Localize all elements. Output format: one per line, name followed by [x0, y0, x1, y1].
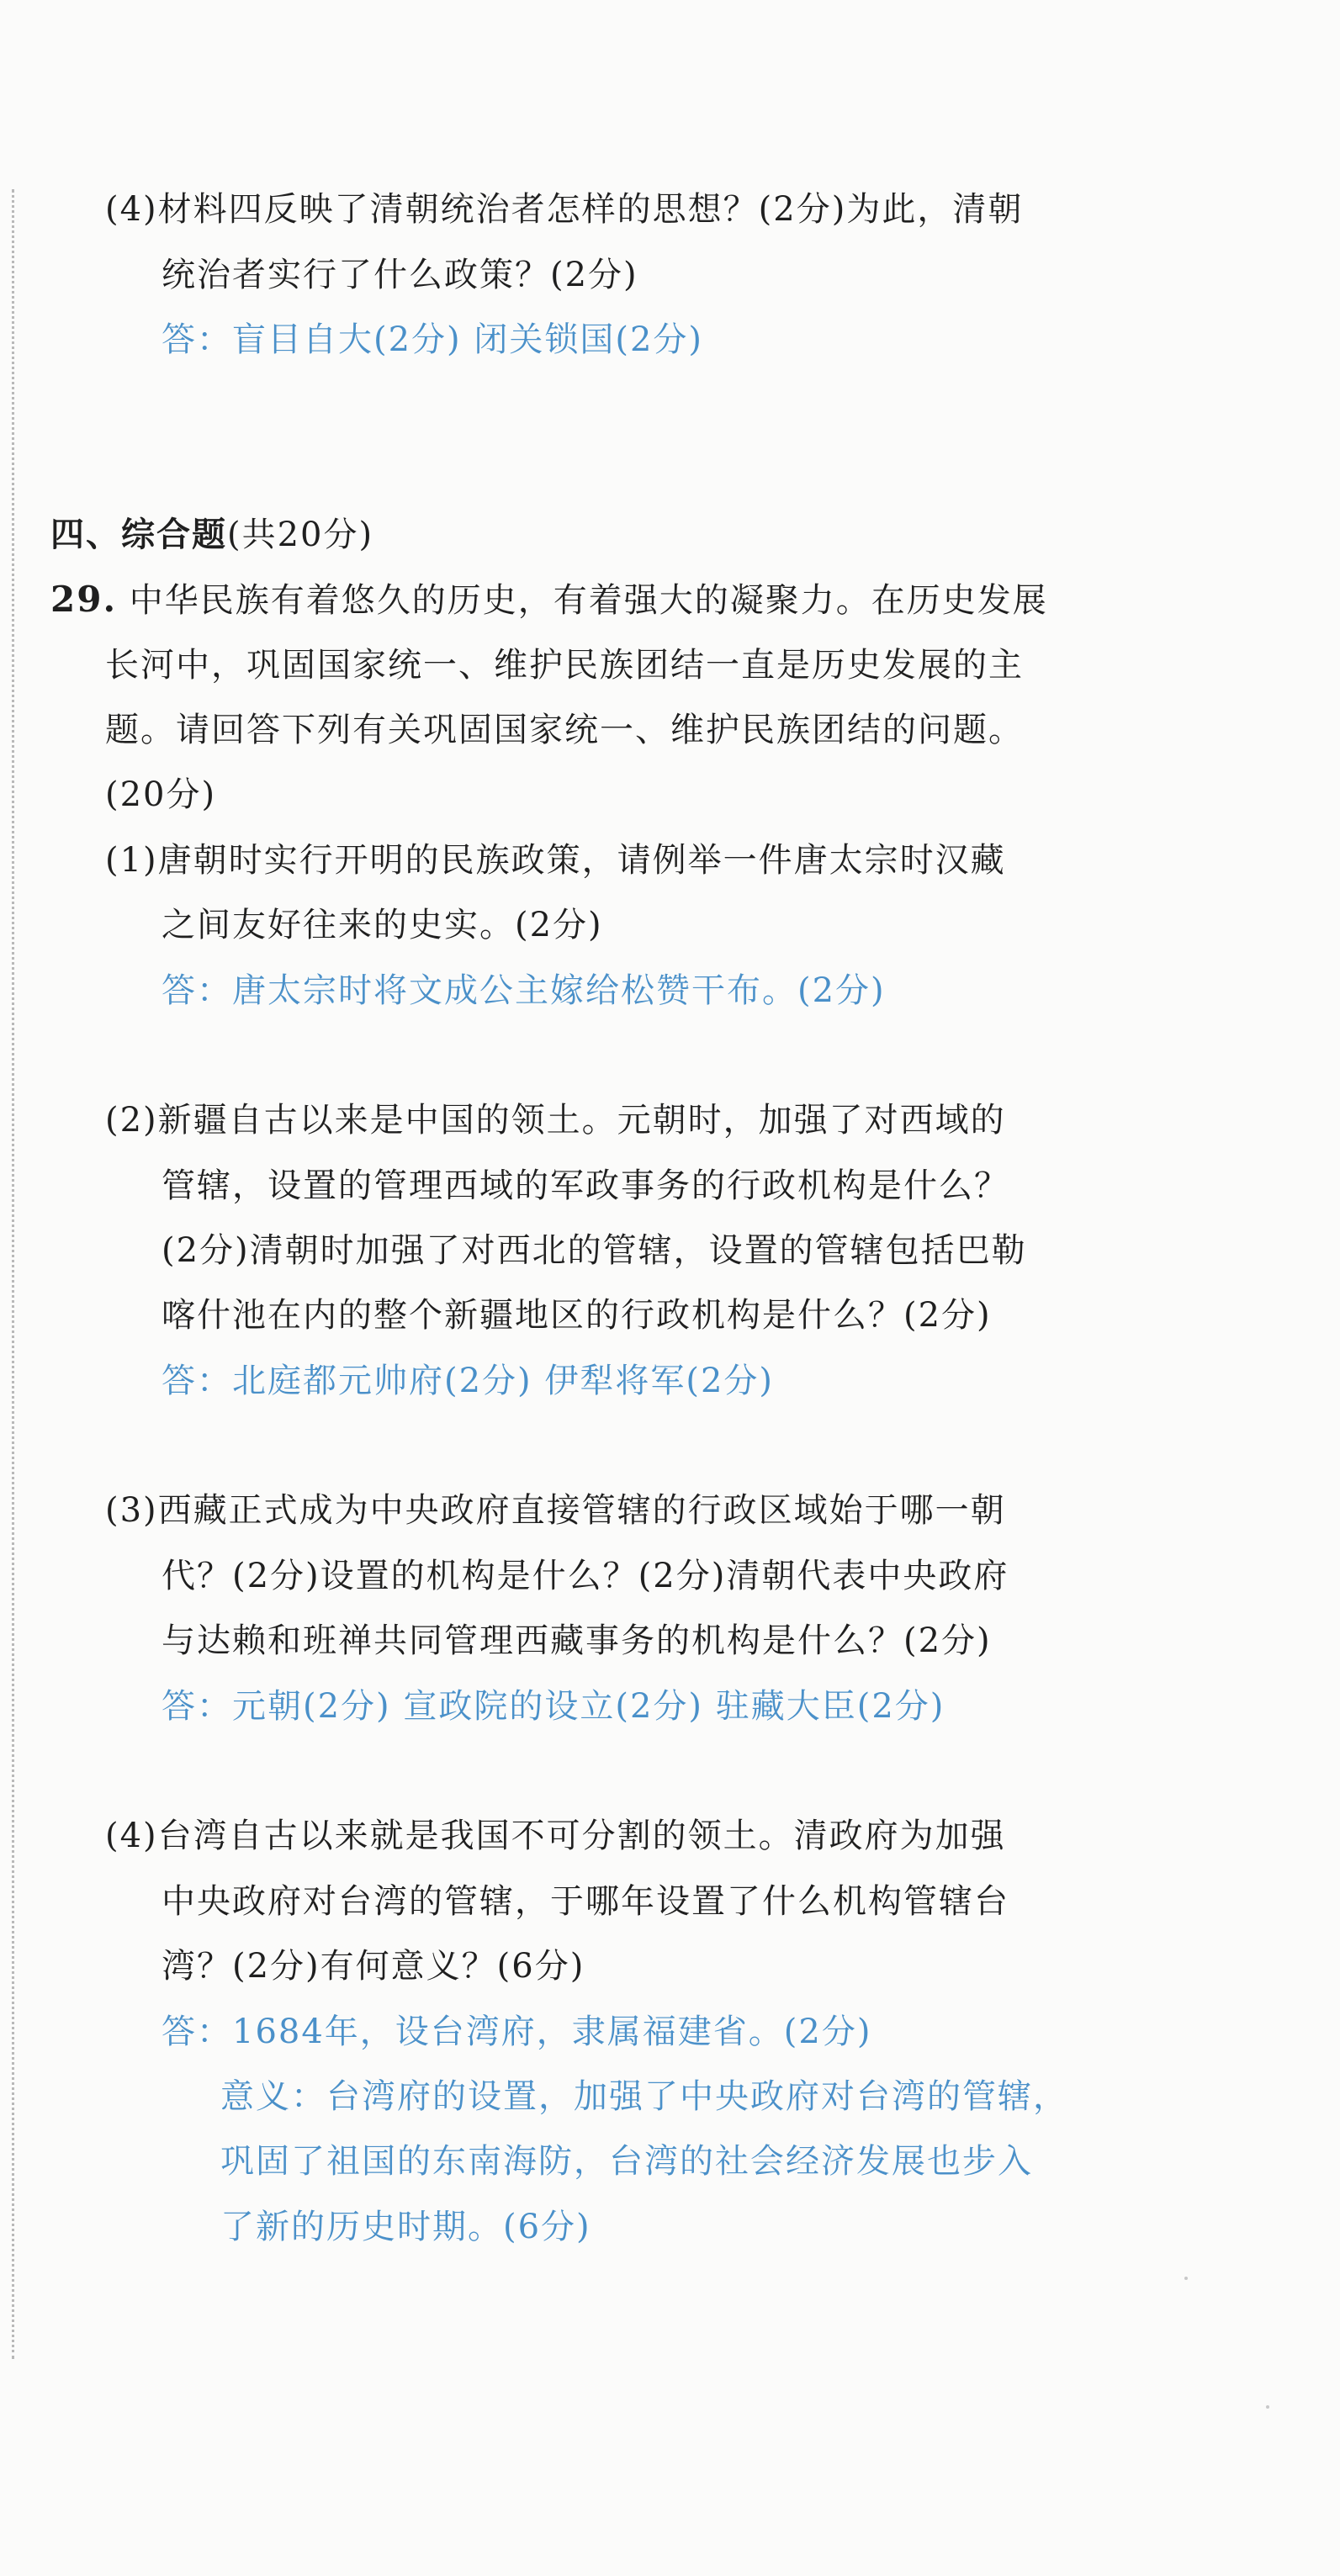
paper-speck	[1184, 2277, 1188, 2280]
paper-speck	[1266, 2405, 1269, 2409]
p4-answer-1: 答：1684年，设台湾府，隶属福建省。(2分)	[162, 2013, 872, 2051]
q4-text-line-2: 统治者实行了什么政策？(2分)	[162, 256, 638, 294]
p2-line-4: 喀什池在内的整个新疆地区的行政机构是什么？(2分)	[162, 1296, 992, 1335]
p2-answer: 答：北庭都元帅府(2分) 伊犁将军(2分)	[162, 1362, 775, 1400]
section-heading	[50, 515, 373, 555]
p4-answer-3: 巩固了祖国的东南海防，台湾的社会经济发展也步入	[220, 2142, 1033, 2181]
q29-line-1	[50, 579, 1048, 621]
section-title: 四、综合题	[50, 515, 227, 554]
q29-line-2: 长河中，巩固国家统一、维护民族团结一直是历史发展的主	[105, 646, 1024, 685]
p1-line-2: 之间友好往来的史实。(2分)	[162, 906, 603, 944]
q29-line-4: (20分)	[105, 775, 217, 814]
p2-line-2: 管辖，设置的管理西域的军政事务的行政机构是什么？	[162, 1166, 1009, 1205]
p3-line-2: 代？(2分)设置的机构是什么？(2分)清朝代表中央政府	[162, 1557, 1009, 1595]
p4-line-1: (4)台湾自古以来就是我国不可分割的领土。清政府为加强	[105, 1817, 1006, 1855]
q29-number: 29.	[50, 579, 118, 620]
p2-line-1: (2)新疆自古以来是中国的领土。元朝时，加强了对西域的	[105, 1101, 1006, 1140]
section-score: (共20分)	[227, 516, 374, 554]
p1-answer: 答：唐太宗时将文成公主嫁给松赞干布。(2分)	[162, 971, 886, 1010]
p3-line-1: (3)西藏正式成为中央政府直接管辖的行政区域始于哪一朝	[105, 1491, 1006, 1530]
q29-line-3: 题。请回答下列有关巩固国家统一、维护民族团结的问题。	[105, 711, 1024, 749]
p4-answer-4: 了新的历史时期。(6分)	[220, 2208, 591, 2246]
p3-answer: 答：元朝(2分) 宣政院的设立(2分) 驻藏大臣(2分)	[162, 1687, 945, 1726]
p1-line-1: (1)唐朝时实行开明的民族政策，请例举一件唐太宗时汉藏	[105, 841, 1006, 880]
p3-line-3: 与达赖和班禅共同管理西藏事务的机构是什么？(2分)	[162, 1621, 992, 1660]
q29-text-1: 中华民族有着悠久的历史，有着强大的凝聚力。在历史发展	[129, 581, 1048, 620]
q4-text-line-1: (4)材料四反映了清朝统治者怎样的思想？(2分)为此，清朝	[105, 190, 1024, 229]
q4-answer: 答：盲目自大(2分) 闭关锁国(2分)	[162, 320, 704, 359]
p4-line-2: 中央政府对台湾的管辖，于哪年设置了什么机构管辖台	[162, 1882, 1009, 1921]
p4-answer-2: 意义：台湾府的设置，加强了中央政府对台湾的管辖，	[220, 2077, 1068, 2116]
margin-dotted-line	[12, 189, 14, 2359]
p4-line-3: 湾？(2分)有何意义？(6分)	[162, 1947, 585, 1986]
p2-line-3: (2分)清朝时加强了对西北的管辖，设置的管辖包括巴勒	[162, 1231, 1027, 1270]
